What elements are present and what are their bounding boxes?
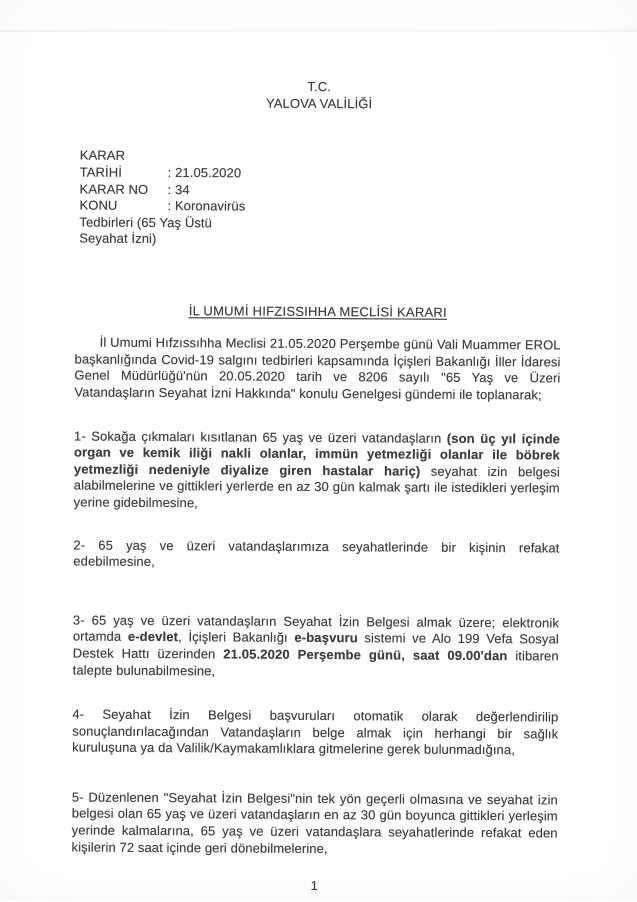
item-3-text-4: itibaren talepte bulunabilmesine, <box>72 648 559 678</box>
decision-item-3 <box>73 612 559 681</box>
decision-item-1 <box>74 428 560 514</box>
item-4-text: 4- Seyahat İzin Belgesi başvuruları otomatik olarak değerlendirilip sonuçlandırılacağından Vatandaşların belge almak için herhangi bir sağlık kuruluşuna ya da Valilik/Kaymakamlıklara gitmelerine gerek bulunmadığına, <box>72 706 559 758</box>
item-3-bold-edevlet: e-devlet <box>127 629 179 645</box>
item-5-text: 5- Düzenlenen "Seyahat İzin Belgesi"nin tek yön geçerli olmasına ve seyahat izin belgesi olan 65 yaş ve üzeri vatandaşların en az 30 gün boyunca gittikleri yerleşim yerinde kalmalarına, 65 yaş ve üzeri vatandaşlara seyahatlerinde refakat eden kişilerin 72 saat içinde geri dönebilmelerine, <box>71 789 558 856</box>
item-1-bold-exception-clause: (son üç yıl içinde organ ve kemik iliği nakli olanlar, immün yetmezliği olanlar ile böbrek yetmezliği nedeniyle diyalize giren hastalar hariç) <box>73 430 561 479</box>
document-title: İL UMUMİ HIFZISSIHHA MECLİSİ KARARI <box>188 302 447 320</box>
meta-konu-continuation-line2: Seyahat İzni) <box>79 230 157 247</box>
meta-konu-continuation-line1: Tedbirleri (65 Yaş Üstü <box>79 214 213 231</box>
letterhead-tc: T.C. <box>307 78 332 95</box>
page-number: 1 <box>310 878 319 894</box>
meta-value-karar-no: : 34 <box>167 181 190 197</box>
decision-meta-block <box>75 148 562 251</box>
intro-paragraph: İl Umumi Hıfzıssıhha Meclisi 21.05.2020 Perşembe günü Vali Muammer EROL başkanlığında Covid-19 salgını tedbirleri kapsamında İçişleri Bakanlığı İller İdaresi Genel Müdürlüğü'nün 20.05.2020 tarih ve 8206 sayılı "65 Yaş ve Üzeri Vatandaşların Seyahat İzni Hakkında" konulu Genelgesi gündemi ile toplanarak; <box>74 334 561 403</box>
item-3-text: 3- 65 yaş ve üzeri vatandaşların Seyahat İzin Belgesi almak üzere; elektronik ortamda <box>72 612 559 645</box>
item-2-text: 2- 65 yaş ve üzeri vatandaşlarımıza seyahatlerinde bir kişinin refakat edebilmesine, <box>73 537 560 570</box>
letterhead-org-name: YALOVA VALİLİĞİ <box>265 95 373 112</box>
meta-value-karar-tarihi: : 21.05.2020 <box>167 164 242 181</box>
item-3-text-2: , İçişleri Bakanlığı <box>178 629 295 646</box>
decision-item-4 <box>72 707 558 760</box>
item-3-bold-datetime: 21.05.2020 Perşembe günü, saat 09.00'dan <box>223 646 508 664</box>
meta-row-karar-tarihi <box>80 148 562 185</box>
meta-label-konu: KONU <box>79 197 118 214</box>
decision-item-2 <box>73 537 559 573</box>
decision-item-5 <box>72 789 558 858</box>
item-3-text-3: sistemi ve Alo 199 Vefa Sosyal Destek Hattı üzerinden <box>72 630 559 662</box>
meta-label-karar-tarihi: KARAR TARİHİ <box>79 147 126 180</box>
letterhead <box>76 77 562 114</box>
item-1-text-cont: seyahat izin belgesi alabilmelerine ve gittikleri yerlerde en az 30 gün kalmak şartı ile istedikleri yerleşim yerine gidebilmesine, <box>73 463 560 511</box>
meta-label-karar-no: KARAR NO <box>79 181 149 197</box>
item-1-text: 1- Sokağa çıkmaları kısıtlanan 65 yaş ve üzeri vatandaşların <box>74 428 447 446</box>
item-3-bold-ebasvuru: e-başvuru <box>294 630 358 646</box>
meta-value-konu: : Koronavirüs <box>167 198 246 214</box>
